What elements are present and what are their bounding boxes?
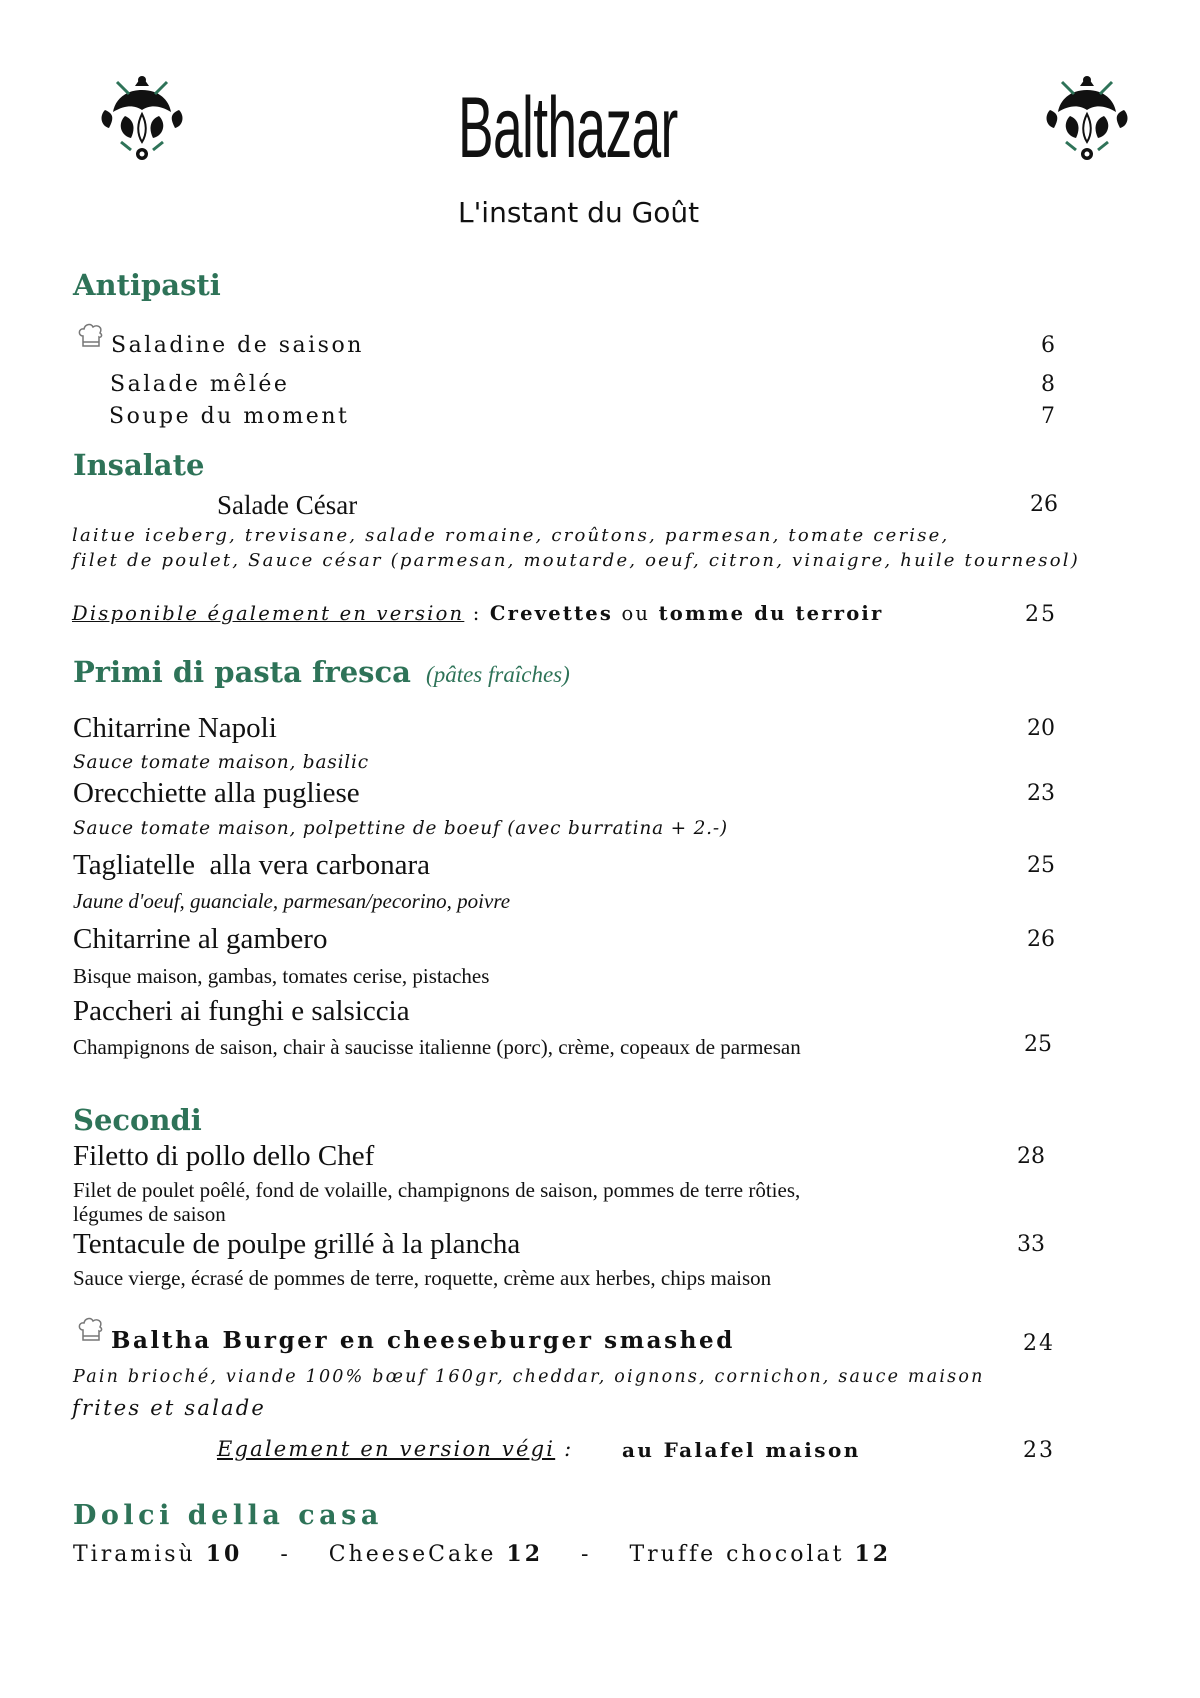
menu-item-price: 23 <box>1027 781 1055 806</box>
menu-item-description: Champignons de saison, chair à saucisse italienne (porc), crème, copeaux de parmesan <box>73 1035 801 1059</box>
menu-item-description: Sauce tomate maison, basilic <box>73 752 369 773</box>
menu-item-description: légumes de saison <box>73 1202 226 1226</box>
section-title-secondi: Secondi <box>73 1103 202 1137</box>
menu-item-name: Paccheri ai funghi e salsiccia <box>73 995 410 1027</box>
dessert-separator: - <box>280 1542 291 1567</box>
dessert-name: Tiramisù <box>73 1542 196 1567</box>
section-title-primi <box>73 655 570 689</box>
menu-item-price: 25 <box>1024 1032 1052 1057</box>
vegi-option-line <box>217 1437 573 1461</box>
menu-item-name: Saladine de saison <box>111 333 364 358</box>
dessert-price: 12 <box>506 1541 544 1567</box>
version-colon: : <box>472 602 482 625</box>
menu-item-name: Salade mêlée <box>110 372 290 397</box>
brand-name: Balthazar <box>458 80 678 176</box>
version-label: Disponible également en version <box>72 602 465 625</box>
folk-ornament-right-icon <box>1040 70 1135 165</box>
menu-item-price: 7 <box>1041 404 1055 429</box>
section-title-antipasti: Antipasti <box>73 268 221 302</box>
menu-item-price: 24 <box>1023 1331 1055 1356</box>
dessert-price: 10 <box>205 1541 243 1567</box>
vegi-label: Egalement en version végi <box>217 1437 556 1461</box>
dessert-name: Truffe chocolat <box>629 1542 845 1567</box>
menu-item-name: Chitarrine Napoli <box>73 712 277 744</box>
menu-item-description: Sauce vierge, écrasé de pommes de terre, roquette, crème aux herbes, chips maison <box>73 1266 772 1290</box>
vegi-name: au Falafel maison <box>622 1438 861 1462</box>
menu-item-name: Orecchiette alla pugliese <box>73 777 360 809</box>
vegi-colon: : <box>564 1437 574 1461</box>
menu-item-name: Tagliatelle alla vera carbonara <box>73 849 431 881</box>
menu-item-price: 26 <box>1027 927 1055 952</box>
version-or: ou <box>621 602 651 625</box>
menu-item-price: 33 <box>1017 1232 1045 1257</box>
menu-item-description: Pain brioché, viande 100% bœuf 160gr, cheddar, oignons, cornichon, sauce maison <box>73 1367 985 1387</box>
section-title-text: Primi di pasta fresca <box>73 655 411 689</box>
version-option-1: Crevettes <box>489 602 614 625</box>
menu-item-name: Chitarrine al gambero <box>73 923 328 955</box>
section-title-dolci: Dolci della casa <box>73 1500 383 1531</box>
chef-hat-icon <box>77 322 105 350</box>
menu-item-name: Filetto di pollo dello Chef <box>73 1140 375 1172</box>
menu-item-name: Salade César <box>217 490 358 520</box>
folk-ornament-left-icon <box>95 70 190 165</box>
brand-tagline: L'instant du Goût <box>458 196 700 229</box>
menu-item-description: filet de poulet, Sauce césar (parmesan, moutarde, oeuf, citron, vinaigre, huile tournesol) <box>72 550 1080 571</box>
menu-item-price: 28 <box>1017 1144 1045 1169</box>
menu-item-description: Bisque maison, gambas, tomates cerise, pistaches <box>73 964 490 988</box>
menu-item-name: Tentacule de poulpe grillé à la plancha <box>73 1228 521 1260</box>
menu-item-price: 23 <box>1023 1438 1055 1463</box>
menu-item-description: laitue iceberg, trevisane, salade romaine, croûtons, parmesan, tomate cerise, <box>72 525 950 546</box>
dessert-name: CheeseCake <box>328 1542 497 1567</box>
menu-item-description: Sauce tomate maison, polpettine de boeuf (avec burratina + 2.-) <box>73 818 728 839</box>
version-option-2: tomme du terroir <box>658 602 884 625</box>
menu-item-name: Baltha Burger en cheeseburger smashed <box>111 1327 735 1354</box>
menu-item-price: 26 <box>1030 492 1058 517</box>
section-title-insalate: Insalate <box>73 448 205 482</box>
menu-item-price: 8 <box>1041 372 1055 397</box>
menu-item-description: frites et salade <box>72 1396 266 1420</box>
brand-logo <box>458 78 714 188</box>
menu-item-price: 6 <box>1041 333 1055 358</box>
menu-item-price: 25 <box>1027 853 1055 878</box>
menu-item-price: 20 <box>1027 716 1055 741</box>
menu-item-description: Filet de poulet poêlé, fond de volaille, champignons de saison, pommes de terre rôties, <box>73 1178 801 1202</box>
menu-item-name: Soupe du moment <box>109 404 350 429</box>
menu-item-description: Jaune d'oeuf, guanciale, parmesan/pecorino, poivre <box>73 889 511 913</box>
section-subtitle: (pâtes fraîches) <box>426 662 570 687</box>
chef-hat-icon <box>77 1316 105 1344</box>
version-option-line <box>72 602 884 625</box>
dessert-price: 12 <box>854 1541 892 1567</box>
dessert-separator: - <box>581 1542 592 1567</box>
menu-item-price: 25 <box>1025 602 1057 627</box>
dessert-line <box>73 1541 891 1567</box>
